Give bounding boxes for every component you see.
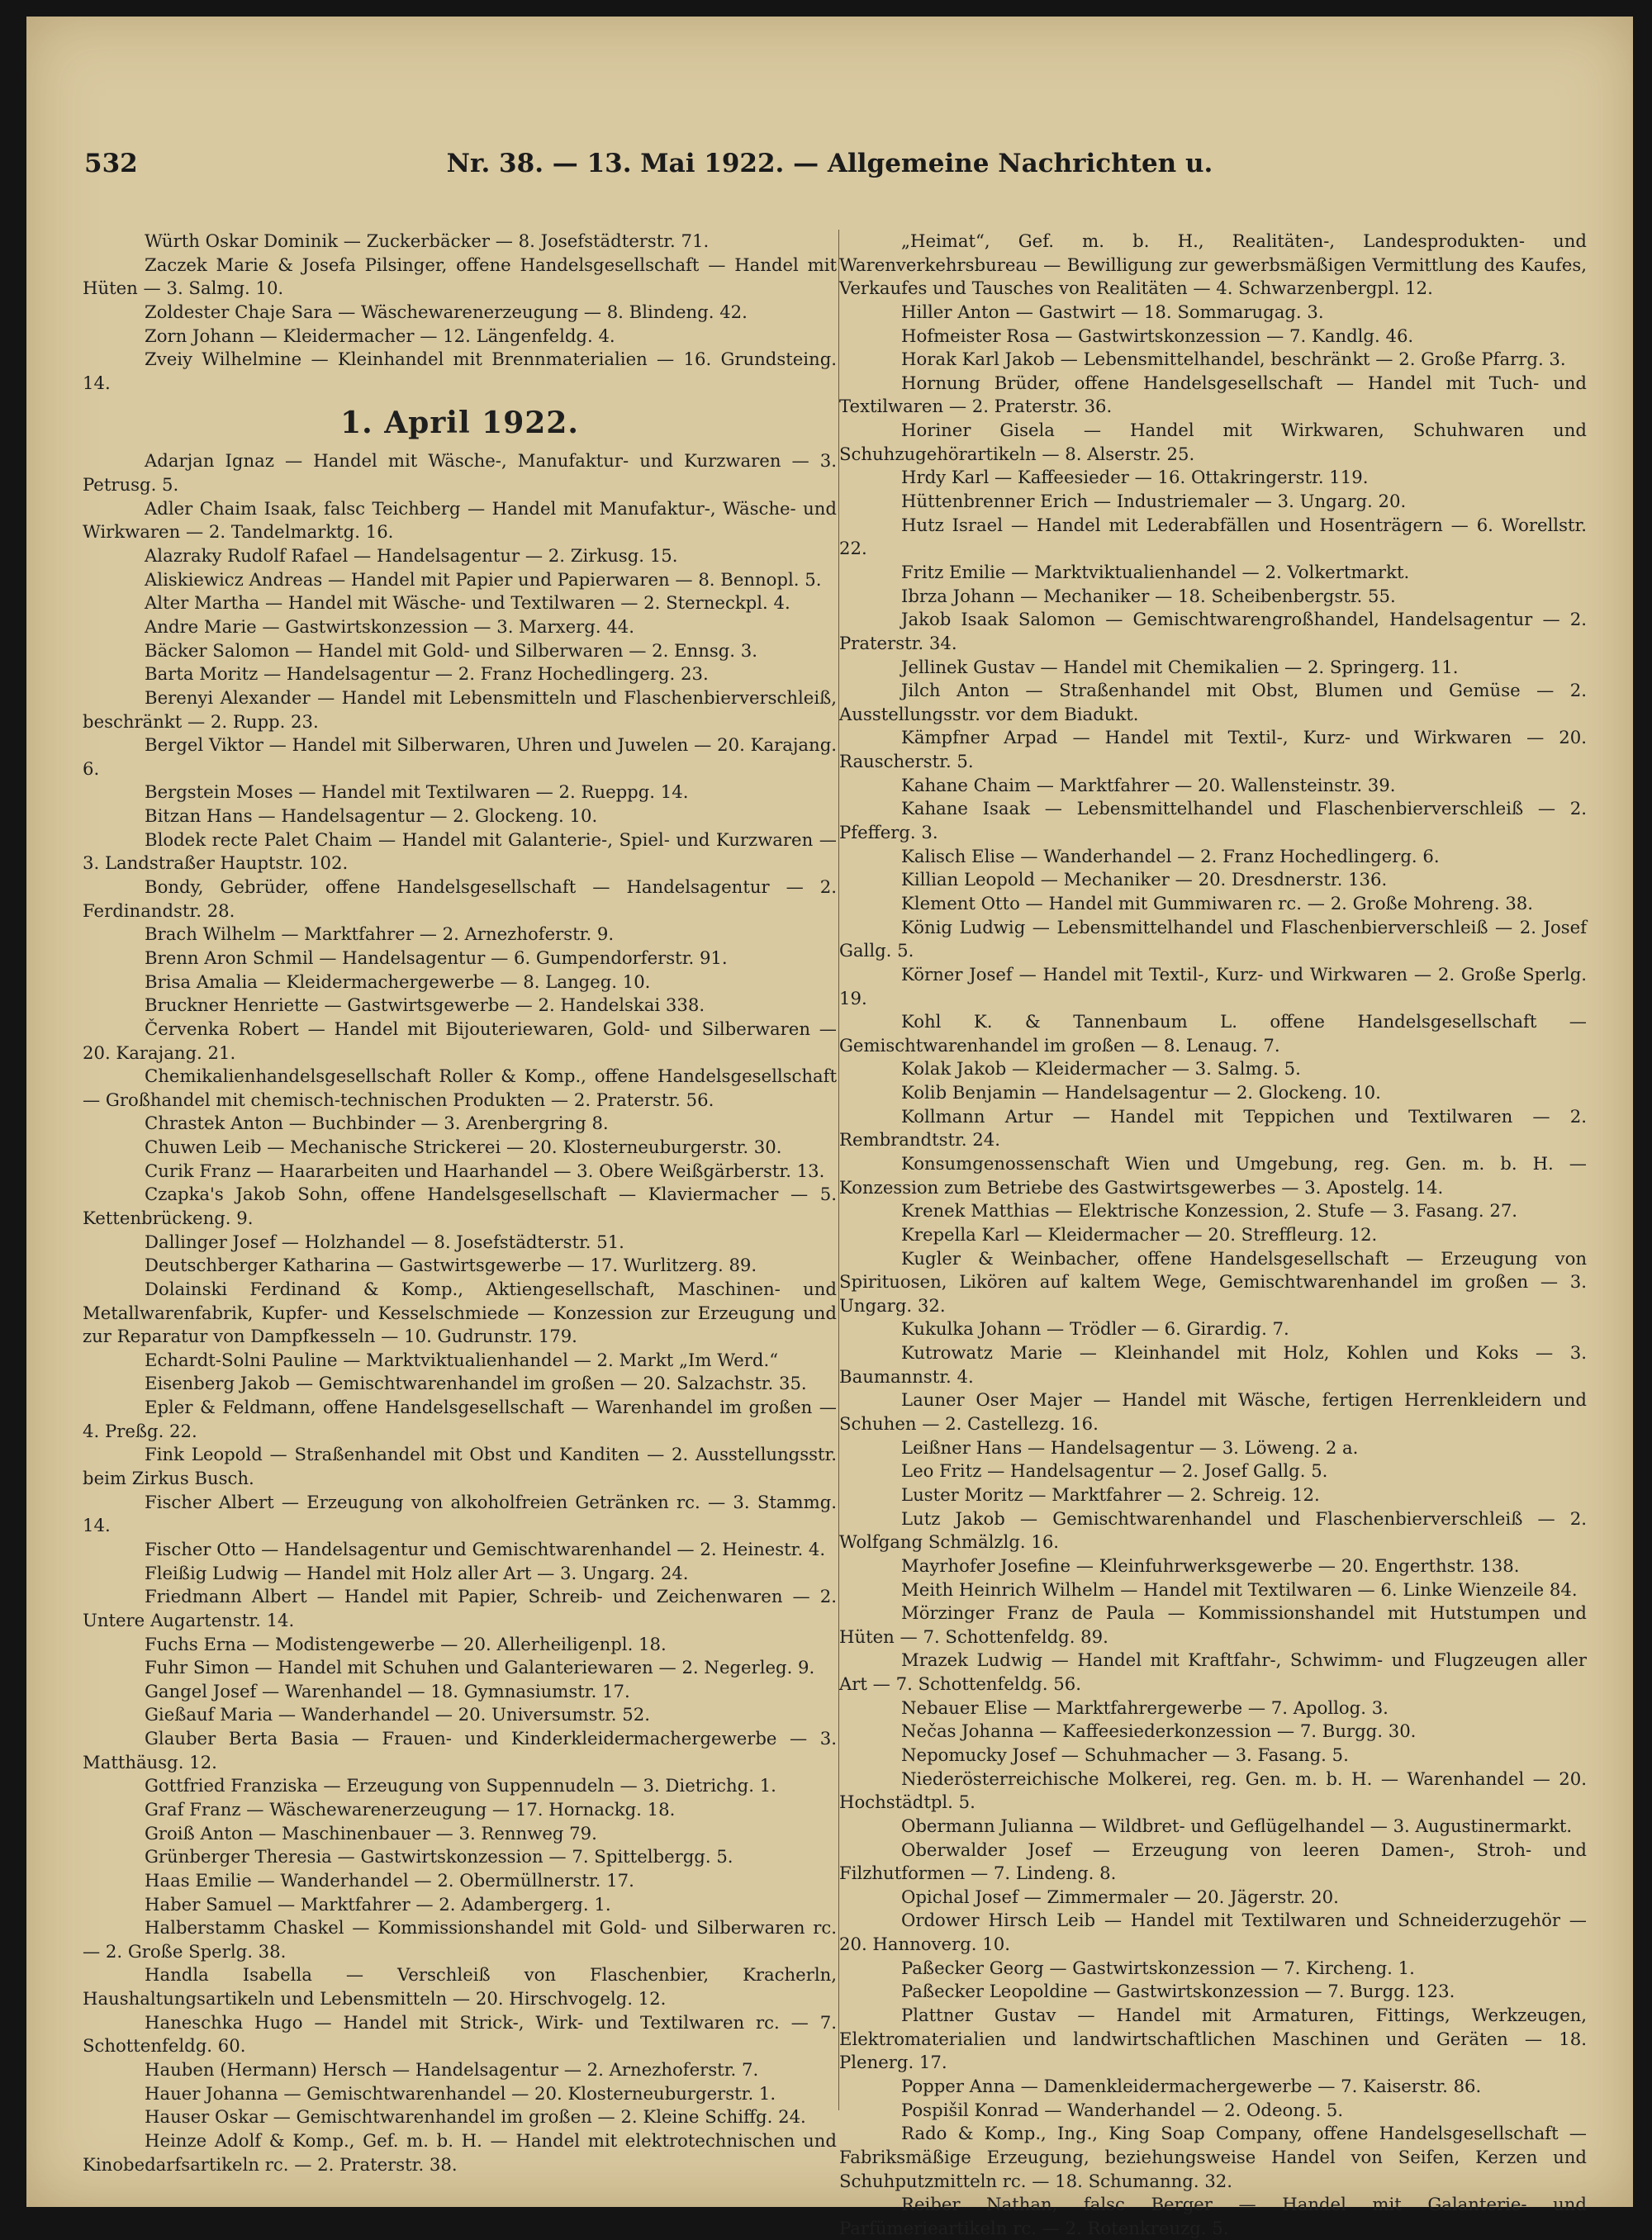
registry-entry: Hüttenbrenner Erich — Industriemaler — 3. Ungarg. 20. bbox=[901, 491, 1407, 512]
registry-entry: Horak Karl Jakob — Lebensmittelhandel, beschränkt — 2. Große Pfarrg. 3. bbox=[901, 349, 1566, 370]
registry-entry: Zveiy Wilhelmine — Kleinhandel mit Brennmaterialien — 16. Grundsteing. 14. bbox=[83, 349, 837, 393]
registry-entry: Friedmann Albert — Handel mit Papier, Schreib- und Zeichenwaren — 2. Untere Augartenstr. 14. bbox=[83, 1586, 837, 1630]
registry-entry: Kukulka Johann — Trödler — 6. Girardig. 7. bbox=[901, 1318, 1289, 1340]
registry-entry: Lutz Jakob — Gemischtwarenhandel und Flaschenbierverschleiß — 2. Wolfgang Schmälzlg. 16. bbox=[839, 1507, 1587, 1553]
registry-entry: Ibrza Johann — Mechaniker — 18. Scheibenbergstr. 55. bbox=[901, 585, 1396, 606]
registry-entry: Kämpfner Arpad — Handel mit Textil-, Kurz- und Wirkwaren — 20. Rauscherstr. 5. bbox=[839, 727, 1587, 772]
registry-entry: Reiber Nathan, falsc Berger — Handel mit Galanterie- und Parfümerieartikeln rc. — 2. Rotenkreuzg. 5. bbox=[839, 2194, 1587, 2238]
registry-entry: Dallinger Josef — Holzhandel — 8. Josefstädterstr. 51. bbox=[145, 1231, 624, 1252]
registry-entry: Hofmeister Rosa — Gastwirtskonzession — 7. Kandlg. 46. bbox=[901, 325, 1414, 346]
registry-entry: Aliskiewicz Andreas — Handel mit Papier und Papierwaren — 8. Bennopl. 5. bbox=[145, 568, 822, 590]
registry-entry: Echardt-Solni Pauline — Marktviktualienhandel — 2. Markt „Im Werd.“ bbox=[145, 1349, 779, 1370]
registry-entry: Kohl K. & Tannenbaum L. offene Handelsgesellschaft — Gemischtwarenhandel im großen — 8. Lenaug. 7. bbox=[839, 1011, 1587, 1056]
registry-entry: Leißner Hans — Handelsagentur — 3. Löweng. 2 a. bbox=[901, 1436, 1359, 1458]
registry-entry: König Ludwig — Lebensmittelhandel und Flaschenbierverschleiß — 2. Josef Gallg. 5. bbox=[839, 916, 1587, 961]
registry-entry: Jakob Isaak Salomon — Gemischtwarengroßhandel, Handelsagentur — 2. Praterstr. 34. bbox=[839, 609, 1587, 653]
registry-entry: Nečas Johanna — Kaffeesiederkonzession — 7. Burgg. 30. bbox=[901, 1720, 1417, 1742]
registry-entry: Fischer Otto — Handelsagentur und Gemischtwarenhandel — 2. Heinestr. 4. bbox=[145, 1538, 826, 1559]
registry-entry: Halberstamm Chaskel — Kommissionshandel mit Gold- und Silberwaren rc. — 2. Große Sperlg. 38. bbox=[83, 1917, 837, 1962]
registry-entry: Konsumgenossenschaft Wien und Umgebung, reg. Gen. m. b. H. — Konzession zum Betriebe des Gastwirtsgewerbes — 3. Apostelg. 14. bbox=[839, 1152, 1587, 1198]
registry-entry: Launer Oser Majer — Handel mit Wäsche, fertigen Herrenkleidern und Schuhen — 2. Castellezg. 16. bbox=[839, 1389, 1587, 1435]
registry-entry: Alter Martha — Handel mit Wäsche- und Textilwaren — 2. Sterneckpl. 4. bbox=[145, 592, 790, 614]
registry-entry: Andre Marie — Gastwirtskonzession — 3. Marxerg. 44. bbox=[145, 615, 634, 637]
registry-entry: Brisa Amalia — Kleidermachergewerbe — 8. Langeg. 10. bbox=[145, 971, 651, 992]
registry-entry: Fritz Emilie — Marktviktualienhandel — 2. Volkertmarkt. bbox=[901, 561, 1410, 582]
registry-entry: Kollmann Artur — Handel mit Teppichen und Textilwaren — 2. Rembrandtstr. 24. bbox=[839, 1105, 1587, 1151]
registry-entry: Horiner Gisela — Handel mit Wirkwaren, Schuhwaren und Schuhzugehörartikeln — 8. Alserstr. 25. bbox=[839, 420, 1587, 464]
registry-entry: Haber Samuel — Marktfahrer — 2. Adambergerg. 1. bbox=[145, 1893, 611, 1915]
registry-entry: Killian Leopold — Mechaniker — 20. Dresdnerstr. 136. bbox=[901, 869, 1388, 890]
registry-entry: Meith Heinrich Wilhelm — Handel mit Textilwaren — 6. Linke Wienzeile 84. bbox=[901, 1578, 1578, 1600]
registry-entry: Kolib Benjamin — Handelsagentur — 2. Glockeng. 10. bbox=[901, 1082, 1381, 1103]
registry-entry: Kutrowatz Marie — Kleinhandel mit Holz, Kohlen und Koks — 3. Baumannstr. 4. bbox=[839, 1342, 1587, 1387]
registry-entry: Hrdy Karl — Kaffeesieder — 16. Ottakringerstr. 119. bbox=[901, 467, 1369, 488]
registry-entry: Heinze Adolf & Komp., Gef. m. b. H. — Handel mit elektrotechnischen und Kinobedarfsartikeln rc. — 2. Praterstr. 38. bbox=[83, 2129, 837, 2175]
registry-entry: Chrastek Anton — Buchbinder — 3. Arenbergring 8. bbox=[145, 1113, 609, 1134]
registry-entry: Mrazek Ludwig — Handel mit Kraftfahr-, Schwimm- und Flugzeugen aller Art — 7. Schottenfeldg. 56. bbox=[839, 1649, 1587, 1695]
registry-entry: Mayrhofer Josefine — Kleinfuhrwerksgewerbe — 20. Engerthstr. 138. bbox=[901, 1554, 1520, 1576]
registry-entry: Fuchs Erna — Modistengewerbe — 20. Allerheiligenpl. 18. bbox=[145, 1633, 667, 1654]
registry-entry: Bergstein Moses — Handel mit Textilwaren — 2. Rueppg. 14. bbox=[145, 781, 689, 803]
registry-entry: Kahane Chaim — Marktfahrer — 20. Wallensteinstr. 39. bbox=[901, 774, 1396, 795]
registry-entry: Gottfried Franziska — Erzeugung von Suppennudeln — 3. Dietrichg. 1. bbox=[145, 1775, 776, 1796]
registry-entry: Alazraky Rudolf Rafael — Handelsagentur — 2. Zirkusg. 15. bbox=[145, 545, 678, 567]
registry-entry: Brach Wilhelm — Marktfahrer — 2. Arnezhoferstr. 9. bbox=[145, 923, 615, 945]
registry-entry: Haneschka Hugo — Handel mit Strick-, Wirk- und Textilwaren rc. — 7. Schottenfeldg. 60. bbox=[83, 2011, 837, 2057]
registry-entry: Czapka's Jakob Sohn, offene Handelsgesellschaft — Klaviermacher — 5. Kettenbrückeng. 9. bbox=[83, 1184, 837, 1228]
registry-entry: Grünberger Theresia — Gastwirtskonzession — 7. Spittelbergg. 5. bbox=[145, 1846, 733, 1867]
registry-entry: Graf Franz — Wäschewarenerzeugung — 17. Hornackg. 18. bbox=[145, 1799, 676, 1820]
registry-entry: Niederösterreichische Molkerei, reg. Gen. m. b. H. — Warenhandel — 20. Hochstädtpl. 5. bbox=[839, 1768, 1587, 1813]
registry-entry: Epler & Feldmann, offene Handelsgesellschaft — Warenhandel im großen — 4. Preßg. 22. bbox=[83, 1397, 837, 1441]
issue-line: Nr. 38. — 13. Mai 1922. — Allgemeine Nachrichten u. bbox=[446, 149, 1213, 178]
registry-entry: Haas Emilie — Wanderhandel — 2. Obermüllnerstr. 17. bbox=[145, 1869, 634, 1891]
registry-entry: Červenka Robert — Handel mit Bijouteriewaren, Gold- und Silberwaren — 20. Karajang. 21. bbox=[83, 1018, 837, 1063]
registry-entry: Fischer Albert — Erzeugung von alkoholfreien Getränken rc. — 3. Stammg. 14. bbox=[83, 1491, 837, 1536]
registry-entry: Eisenberg Jakob — Gemischtwarenhandel im großen — 20. Salzachstr. 35. bbox=[145, 1373, 807, 1394]
registry-entry: Oberwalder Josef — Erzeugung von leeren Damen-, Stroh- und Filzhutformen — 7. Lindeng. 8. bbox=[839, 1839, 1587, 1884]
registry-entry: Klement Otto — Handel mit Gummiwaren rc. — 2. Große Mohreng. 38. bbox=[901, 892, 1534, 914]
registry-entry: Hauben (Hermann) Hersch — Handelsagentur — 2. Arnezhoferstr. 7. bbox=[145, 2059, 759, 2081]
section-heading: 1. April 1922. bbox=[340, 406, 579, 441]
registry-entry: Zorn Johann — Kleidermacher — 12. Längenfeldg. 4. bbox=[145, 325, 615, 346]
registry-entry: Bäcker Salomon — Handel mit Gold- und Silberwaren — 2. Ennsg. 3. bbox=[145, 639, 757, 661]
left-column bbox=[83, 230, 837, 2176]
registry-entry: Gießauf Maria — Wanderhandel — 20. Universumstr. 52. bbox=[145, 1704, 650, 1725]
registry-entry: Kolak Jakob — Kleidermacher — 3. Salmg. 5. bbox=[901, 1058, 1301, 1080]
registry-entry: Glauber Berta Basia — Frauen- und Kinderkleidermachergewerbe — 3. Matthäusg. 12. bbox=[83, 1728, 837, 1773]
page-header bbox=[84, 140, 1575, 190]
registry-entry: Nebauer Elise — Marktfahrergewerbe — 7. Apollog. 3. bbox=[901, 1697, 1389, 1718]
registry-entry: Bruckner Henriette — Gastwirtsgewerbe — 2. Handelskai 338. bbox=[145, 994, 705, 1016]
registry-entry: Hutz Israel — Handel mit Lederabfällen und Hosenträgern — 6. Worellstr. 22. bbox=[839, 514, 1587, 559]
registry-entry: Kugler & Weinbacher, offene Handelsgesellschaft — Erzeugung von Spirituosen, Likören auf kaltem Wege, Gemischtwarenhandel im großen — 3. Ungarg. 32. bbox=[839, 1247, 1587, 1316]
registry-entry: Gangel Josef — Warenhandel — 18. Gymnasiumstr. 17. bbox=[145, 1680, 630, 1701]
registry-entry: Popper Anna — Damenkleidermachergewerbe — 7. Kaiserstr. 86. bbox=[901, 2075, 1482, 2096]
registry-entry: Pospišil Konrad — Wanderhandel — 2. Odeong. 5. bbox=[901, 2099, 1344, 2120]
registry-entry: Ordower Hirsch Leib — Handel mit Textilwaren und Schneiderzugehör — 20. Hannoverg. 10. bbox=[839, 1910, 1587, 1955]
registry-entry: Mörzinger Franz de Paula — Kommissionshandel mit Hutstumpen und Hüten — 7. Schottenfeldg. 89. bbox=[839, 1602, 1587, 1647]
registry-entry: Paßecker Leopoldine — Gastwirtskonzession — 7. Burgg. 123. bbox=[901, 1981, 1455, 2002]
registry-entry: Chemikalienhandelsgesellschaft Roller & Komp., offene Handelsgesellschaft — Großhandel mit chemisch-technischen Produkten — 2. Praterstr. 56. bbox=[83, 1065, 837, 1110]
registry-entry: Dolainski Ferdinand & Komp., Aktiengesellschaft, Maschinen- und Metallwarenfabrik, Kupfer- und Kesselschmiede — Konzession zur Erzeugung und zur Reparatur von Dampfkesseln — 10. Gudrunstr. 179. bbox=[83, 1278, 837, 1347]
registry-entry: Leo Fritz — Handelsagentur — 2. Josef Gallg. 5. bbox=[901, 1460, 1328, 1482]
registry-entry: Chuwen Leib — Mechanische Strickerei — 20. Klosterneuburgerstr. 30. bbox=[145, 1137, 782, 1158]
registry-entry: Zaczek Marie & Josefa Pilsinger, offene Handelsgesellschaft — Handel mit Hüten — 3. Salmg. 10. bbox=[83, 254, 837, 299]
registry-entry: Barta Moritz — Handelsagentur — 2. Franz Hochedlingerg. 23. bbox=[145, 663, 709, 685]
right-column bbox=[839, 230, 1587, 2240]
newspaper-page bbox=[26, 17, 1633, 2238]
registry-entry: Rado & Komp., Ing., King Soap Company, offene Handelsgesellschaft — Fabriksmäßige Erzeugung, beziehungsweise Handel von Seifen, Kerzen und Schuhputzmitteln rc. — 18. Schumanng. 32. bbox=[839, 2123, 1587, 2191]
registry-entry: Zoldester Chaje Sara — Wäschewarenerzeugung — 8. Blindeng. 42. bbox=[145, 301, 748, 322]
registry-entry: Kalisch Elise — Wanderhandel — 2. Franz Hochedlingerg. 6. bbox=[901, 845, 1440, 866]
registry-entry: Hiller Anton — Gastwirt — 18. Sommarugag. 3. bbox=[901, 301, 1324, 322]
registry-entry: Berenyi Alexander — Handel mit Lebensmitteln und Flaschenbierverschleiß, beschränkt — 2. Rupp. 23. bbox=[83, 686, 837, 732]
registry-entry: Groiß Anton — Maschinenbauer — 3. Rennweg 79. bbox=[145, 1822, 597, 1844]
registry-entry: Fink Leopold — Straßenhandel mit Obst und Kanditen — 2. Ausstellungsstr. beim Zirkus Busch. bbox=[83, 1444, 837, 1489]
registry-entry: Bondy, Gebrüder, offene Handelsgesellschaft — Handelsagentur — 2. Ferdinandstr. 28. bbox=[83, 876, 837, 921]
registry-entry: Fuhr Simon — Handel mit Schuhen und Galanteriewaren — 2. Negerleg. 9. bbox=[145, 1657, 815, 1678]
registry-entry: Hornung Brüder, offene Handelsgesellschaft — Handel mit Tuch- und Textilwaren — 2. Praterstr. 36. bbox=[839, 372, 1587, 417]
registry-entry: Opichal Josef — Zimmermaler — 20. Jägerstr. 20. bbox=[901, 1886, 1339, 1907]
registry-entry: Hauser Oskar — Gemischtwarenhandel im großen — 2. Kleine Schiffg. 24. bbox=[145, 2106, 806, 2128]
registry-entry: Krepella Karl — Kleidermacher — 20. Streffleurg. 12. bbox=[901, 1223, 1378, 1245]
registry-entry: Brenn Aron Schmil — Handelsagentur — 6. Gumpendorferstr. 91. bbox=[145, 947, 728, 968]
page-number: 532 bbox=[84, 149, 138, 178]
registry-entry: Jellinek Gustav — Handel mit Chemikalien — 2. Springerg. 11. bbox=[901, 656, 1459, 677]
registry-entry: Blodek recte Palet Chaim — Handel mit Galanterie-, Spiel- und Kurzwaren — 3. Landstraßer Hauptstr. 102. bbox=[83, 828, 837, 874]
registry-entry: Hauer Johanna — Gemischtwarenhandel — 20. Klosterneuburgerstr. 1. bbox=[145, 2082, 776, 2104]
registry-entry: Bergel Viktor — Handel mit Silberwaren, Uhren und Juwelen — 20. Karajang. 6. bbox=[83, 734, 837, 779]
registry-entry: Krenek Matthias — Elektrische Konzession, 2. Stufe — 3. Fasang. 27. bbox=[901, 1200, 1518, 1222]
registry-entry: Körner Josef — Handel mit Textil-, Kurz- und Wirkwaren — 2. Große Sperlg. 19. bbox=[839, 963, 1587, 1008]
registry-entry: Obermann Julianna — Wildbret- und Geflügelhandel — 3. Augustinermarkt. bbox=[901, 1815, 1573, 1836]
registry-entry: Kahane Isaak — Lebensmittelhandel und Flaschenbierverschleiß — 2. Pfefferg. 3. bbox=[839, 798, 1587, 843]
registry-entry: Adarjan Ignaz — Handel mit Wäsche-, Manufaktur- und Kurzwaren — 3. Petrusg. 5. bbox=[83, 450, 837, 496]
registry-entry: „Heimat“, Gef. m. b. H., Realitäten-, Landesprodukten- und Warenverkehrsbureau — Bewilligung zur gewerbsmäßigen Vermittlung des Kaufes, Verkaufes und Tausches von Realitäten — 4. Schwarzenbergpl. 12. bbox=[839, 230, 1587, 299]
registry-entry: Handla Isabella — Verschleiß von Flaschenbier, Kracherln, Haushaltungsartikeln und Lebensmitteln — 20. Hirschvogelg. 12. bbox=[83, 1964, 837, 2010]
registry-entry: Luster Moritz — Marktfahrer — 2. Schreig. 12. bbox=[901, 1483, 1320, 1505]
registry-entry: Fleißig Ludwig — Handel mit Holz aller Art — 3. Ungarg. 24. bbox=[145, 1562, 689, 1583]
registry-entry: Curik Franz — Haararbeiten und Haarhandel — 3. Obere Weißgärberstr. 13. bbox=[145, 1160, 825, 1181]
registry-entry: Plattner Gustav — Handel mit Armaturen, Fittings, Werkzeugen, Elektromaterialien und landwirtschaftlichen Maschinen und Geräten — 18. Plenerg. 17. bbox=[839, 2005, 1587, 2073]
registry-entry: Bitzan Hans — Handelsagentur — 2. Glockeng. 10. bbox=[145, 805, 598, 827]
registry-entry: Jilch Anton — Straßenhandel mit Obst, Blumen und Gemüse — 2. Ausstellungsstr. vor dem Biadukt. bbox=[839, 680, 1587, 724]
registry-entry: Adler Chaim Isaak, falsc Teichberg — Handel mit Manufaktur-, Wäsche- und Wirkwaren — 2. Tandelmarktg. 16. bbox=[83, 497, 837, 543]
registry-entry: Deutschberger Katharina — Gastwirtsgewerbe — 17. Wurlitzerg. 89. bbox=[145, 1255, 757, 1276]
registry-entry: Würth Oskar Dominik — Zuckerbäcker — 8. Josefstädterstr. 71. bbox=[145, 230, 710, 251]
registry-entry: Nepomucky Josef — Schuhmacher — 3. Fasang. 5. bbox=[901, 1744, 1349, 1765]
registry-entry: Paßecker Georg — Gastwirtskonzession — 7. Kircheng. 1. bbox=[901, 1957, 1415, 1978]
